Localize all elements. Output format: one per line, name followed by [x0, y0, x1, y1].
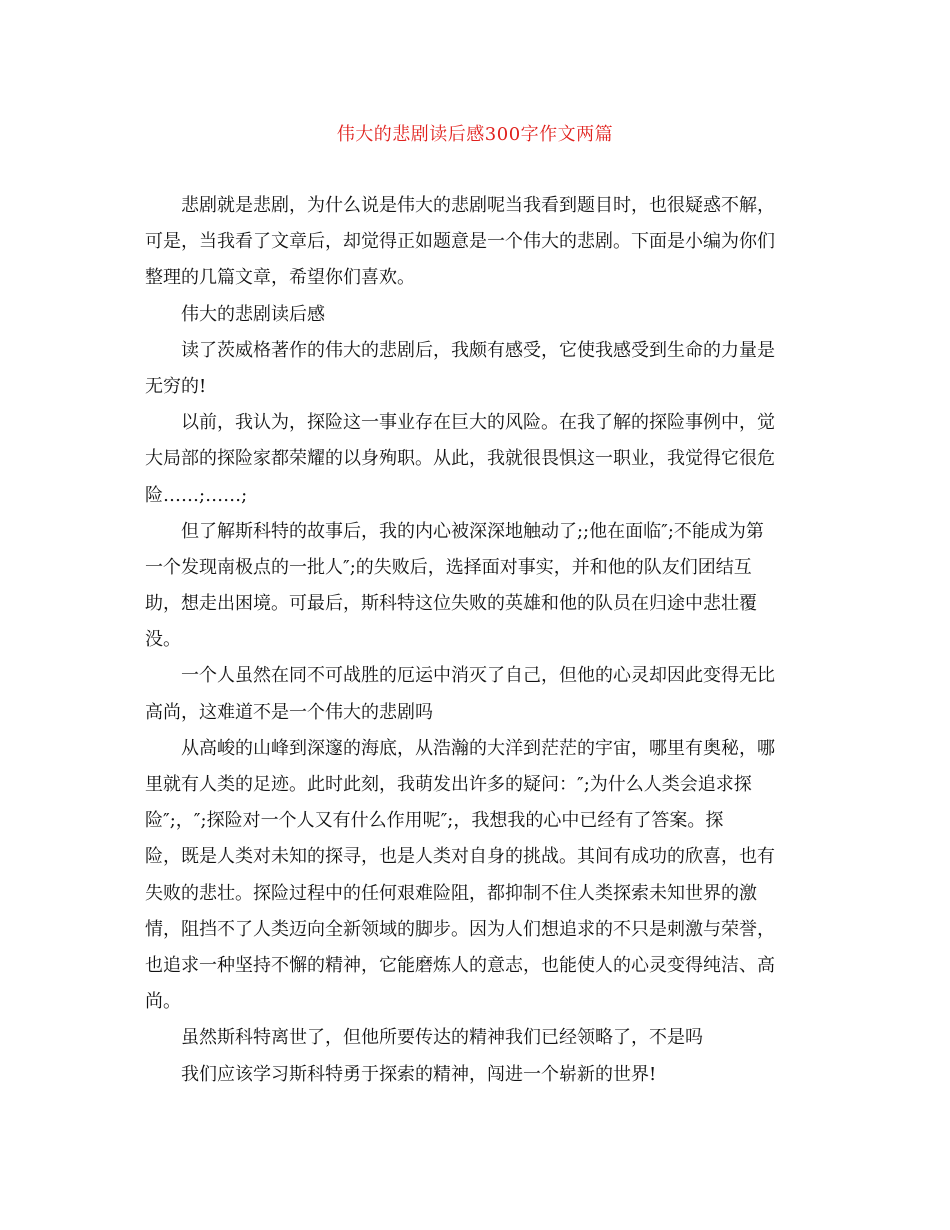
text-line: 助，想走出困境。可最后，斯科特这位失败的英雄和他的队员在归途中悲壮覆 — [145, 593, 757, 615]
text-line: 但了解斯科特的故事后，我的内心被深深地触动了;;他在面临″;不能成为第 — [181, 520, 764, 542]
text-line: 可是，当我看了文章后，却觉得正如题意是一个伟大的悲剧。下面是小编为你们 — [145, 231, 775, 253]
text-line: 我们应该学习斯科特勇于探索的精神，闯进一个崭新的世界! — [181, 1063, 657, 1085]
document-body — [145, 188, 810, 1093]
text-line: 虽然斯科特离世了，但他所要传达的精神我们已经领略了，不是吗 — [181, 1027, 703, 1049]
text-line: 无穷的! — [145, 375, 207, 397]
text-line: 里就有人类的足迹。此时此刻，我萌发出许多的疑问：″;为什么人类会追求探 — [145, 774, 752, 795]
text-line: 失败的悲壮。探险过程中的任何艰难险阻，都抑制不住人类探索未知世界的激 — [145, 882, 757, 904]
document-title: 伟大的悲剧读后感300字作文两篇 — [336, 124, 614, 145]
text-line: 整理的几篇文章，希望你们喜欢。 — [145, 267, 415, 289]
text-line: 高尚，这难道不是一个伟大的悲剧吗 — [145, 701, 433, 723]
text-line: 没。 — [145, 629, 181, 651]
text-line: 一个人虽然在同不可战胜的厄运中消灭了自己，但他的心灵却因此变得无比 — [181, 665, 775, 687]
text-line: 情，阻挡不了人类迈向全新领域的脚步。因为人们想追求的不只是刺激与荣誉， — [145, 918, 775, 940]
text-line: 伟大的悲剧读后感 — [181, 303, 325, 325]
text-line: 一个发现南极点的一批人″;的失败后，选择面对事实，并和他的队友们团结互 — [145, 556, 752, 578]
text-line: 悲剧就是悲剧，为什么说是伟大的悲剧呢当我看到题目时，也很疑惑不解， — [181, 195, 775, 216]
text-line: 大局部的探险家都荣耀的以身殉职。从此，我就很畏惧这一职业，我觉得它很危 — [145, 448, 775, 470]
text-line: 险，既是人类对未知的探寻，也是人类对自身的挑战。其间有成功的欣喜，也有 — [145, 846, 775, 868]
text-line: 险……;……; — [145, 484, 248, 506]
text-line: 以前，我认为，探险这一事业存在巨大的风险。在我了解的探险事例中，觉 — [181, 412, 775, 434]
text-line: 也追求一种坚持不懈的精神，它能磨炼人的意志，也能使人的心灵变得纯洁、高 — [145, 954, 775, 976]
text-line: 读了茨威格著作的伟大的悲剧后，我颇有感受，它使我感受到生命的力量是 — [181, 339, 775, 361]
text-line: 险″;，″;探险对一个人又有什么作用呢″;，我想我的心中已经有了答案。探 — [145, 810, 724, 832]
text-line: 从高峻的山峰到深邃的海底，从浩瀚的大洋到茫茫的宇宙，哪里有奥秘，哪 — [181, 737, 775, 759]
text-line: 尚。 — [145, 991, 181, 1013]
